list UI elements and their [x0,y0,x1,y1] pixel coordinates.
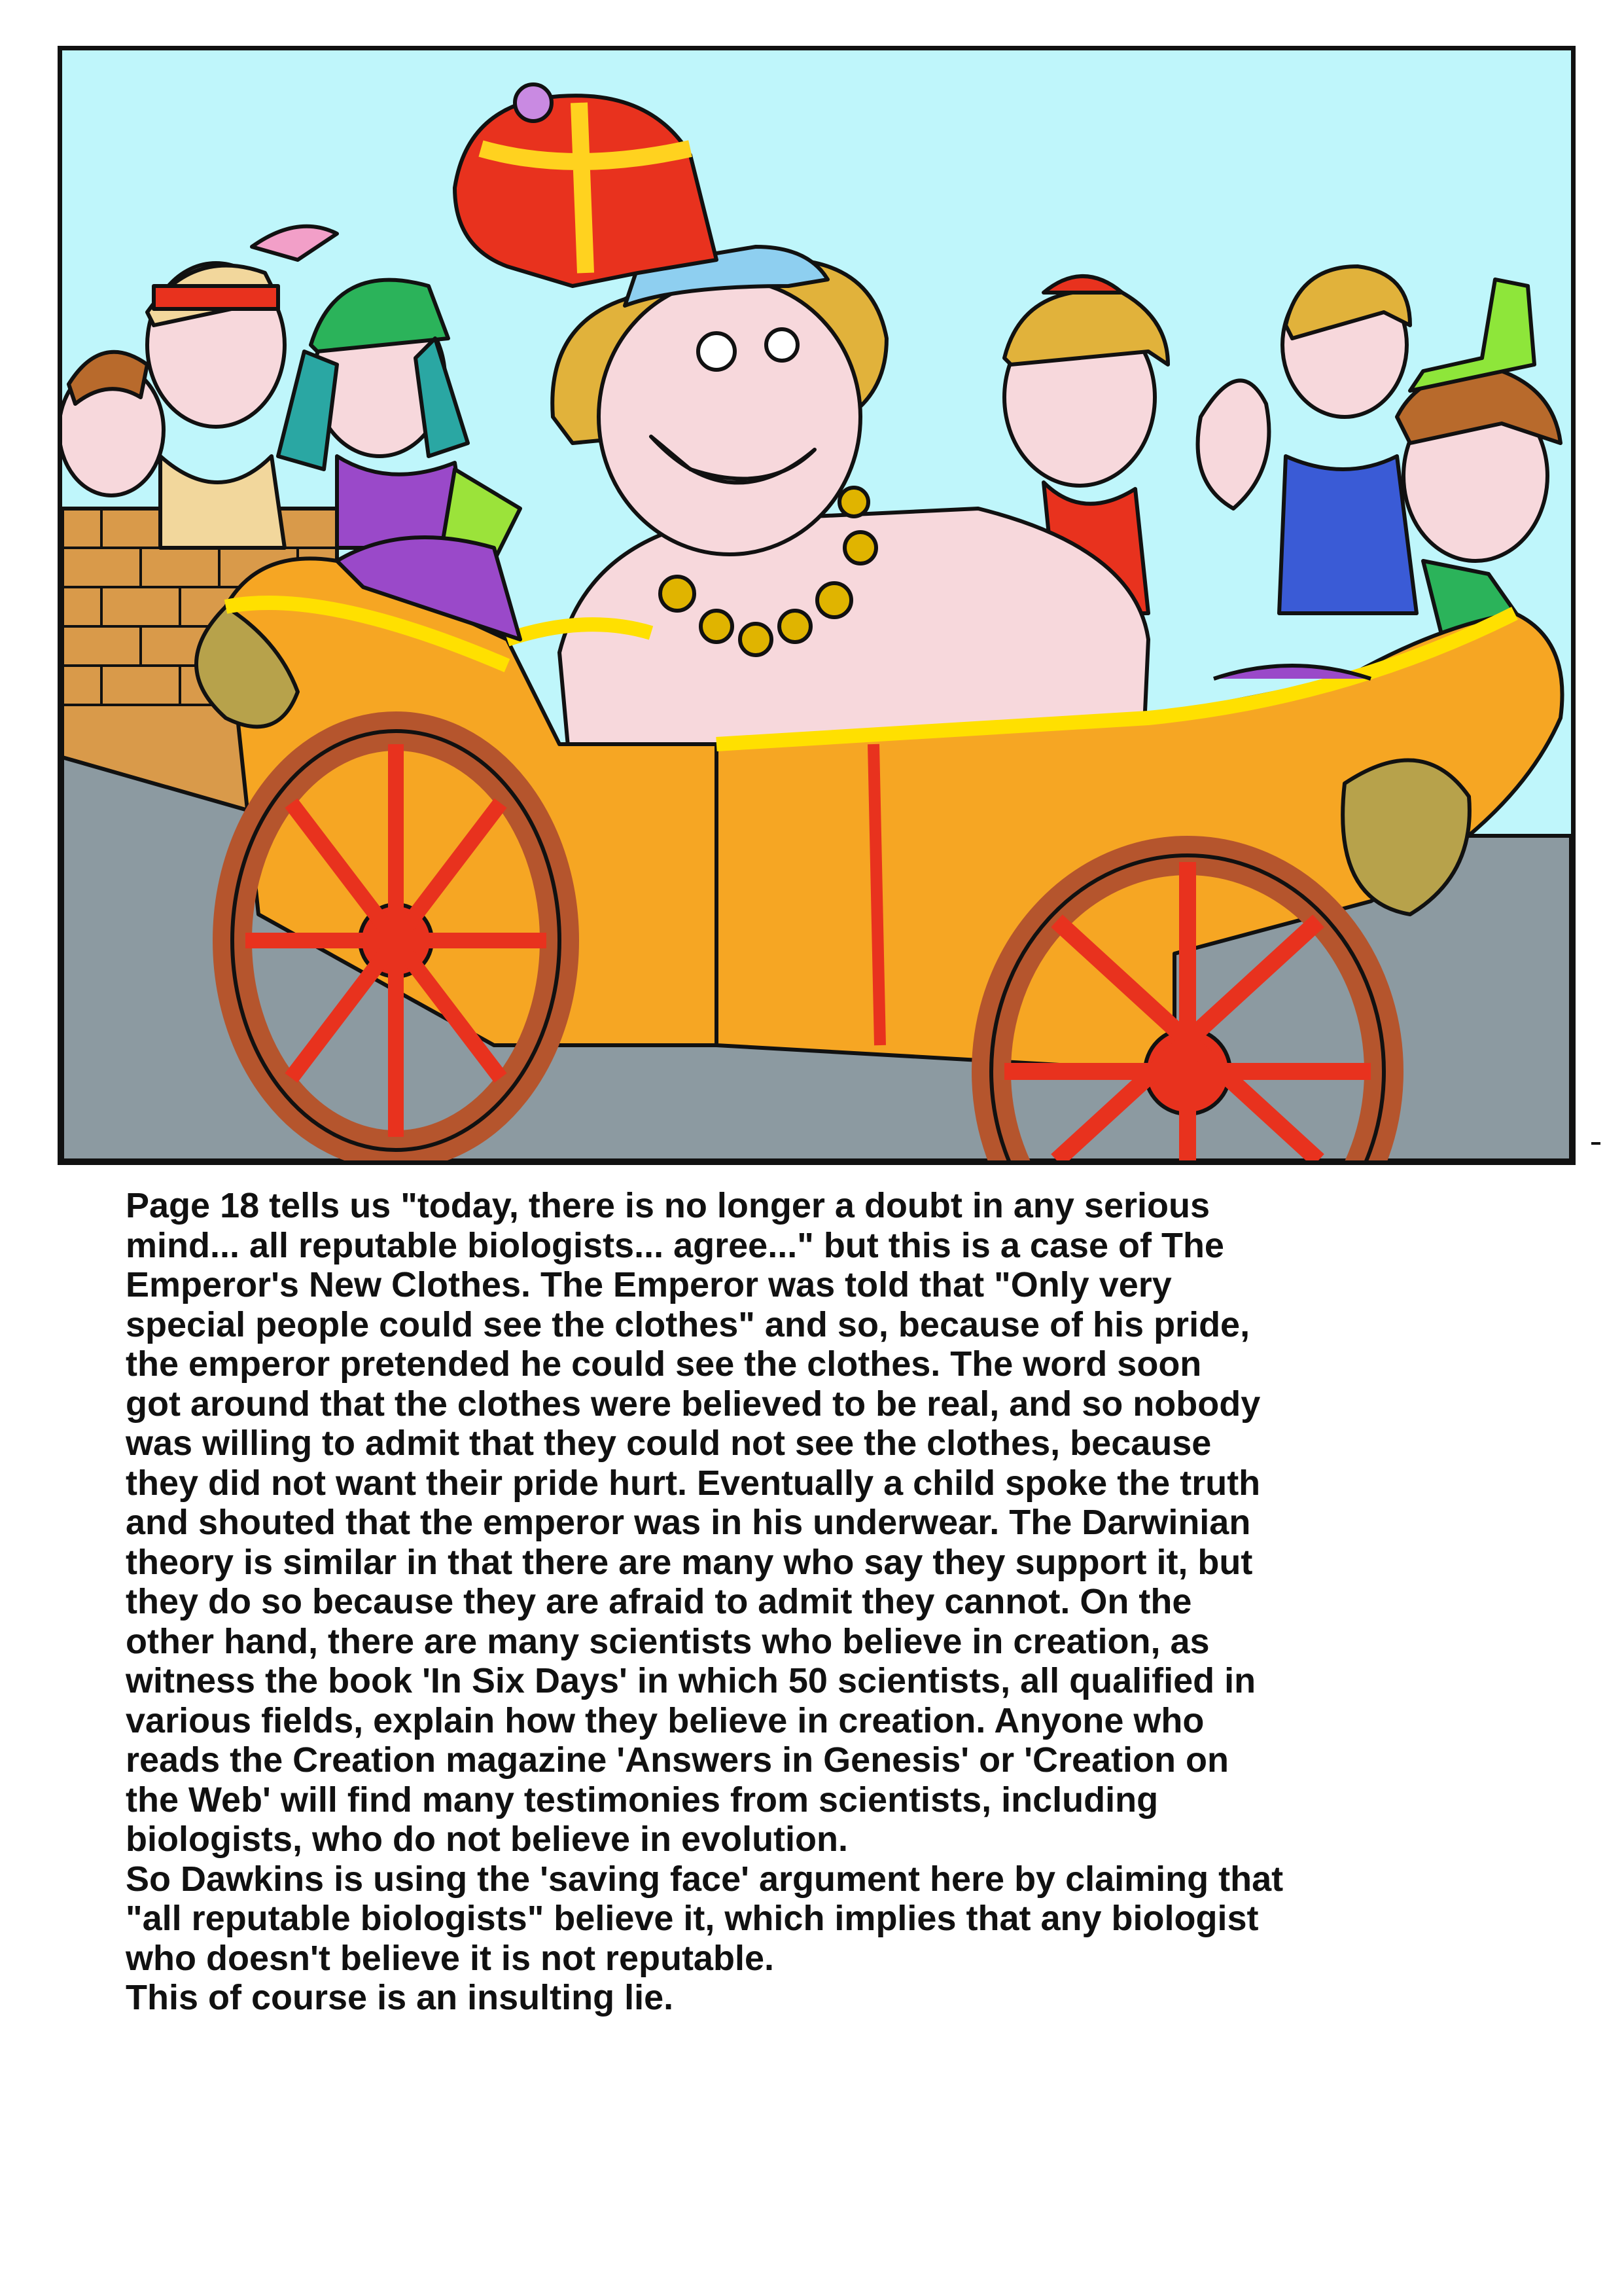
cartoon-illustration [58,46,1576,1165]
paragraph-conclusion: This of course is an insulting lie. [126,1978,674,2017]
body-text [126,1186,1526,2018]
margin-tick [1591,1142,1600,1145]
chariot-wheel-left [232,731,559,1150]
paragraph-saving-face: So Dawkins is using the 'saving face' argument here by claiming that "all reputable biologists" believe it, which implies that any biologist who doesn't believe it is not reputable. [126,1859,1284,1978]
paragraph-emperor-analogy: Page 18 tells us "today, there is no longer a doubt in any serious mind... all reputable biologists... agree..." but this is a case of The Emperor's New Clothes. The Emperor was told that "Only very special people could see the clothes" and so, because of his pride, the emperor pretended he could see the clothes. The word soon got around that the clothes were believed to be real, and so nobody was willing to admit that they could not see the clothes, because they did not want their pride hurt. Eventually a child spoke the truth and shouted that the emperor was in his underwear. The Darwinian theory is similar in that there are many who say they support it, but they do so because they are afraid to admit they cannot. On the other hand, there are many scientists who believe in creation, as witness the book 'In Six Days' in which 50 scientists, all qualified in various fields, explain how they believe in creation. Anyone who reads the Creation magazine 'Answers in Genesis' or 'Creation on the Web' will find many testimonies from scientists, including biologists, who do not believe in evolution. [126,1186,1261,1859]
